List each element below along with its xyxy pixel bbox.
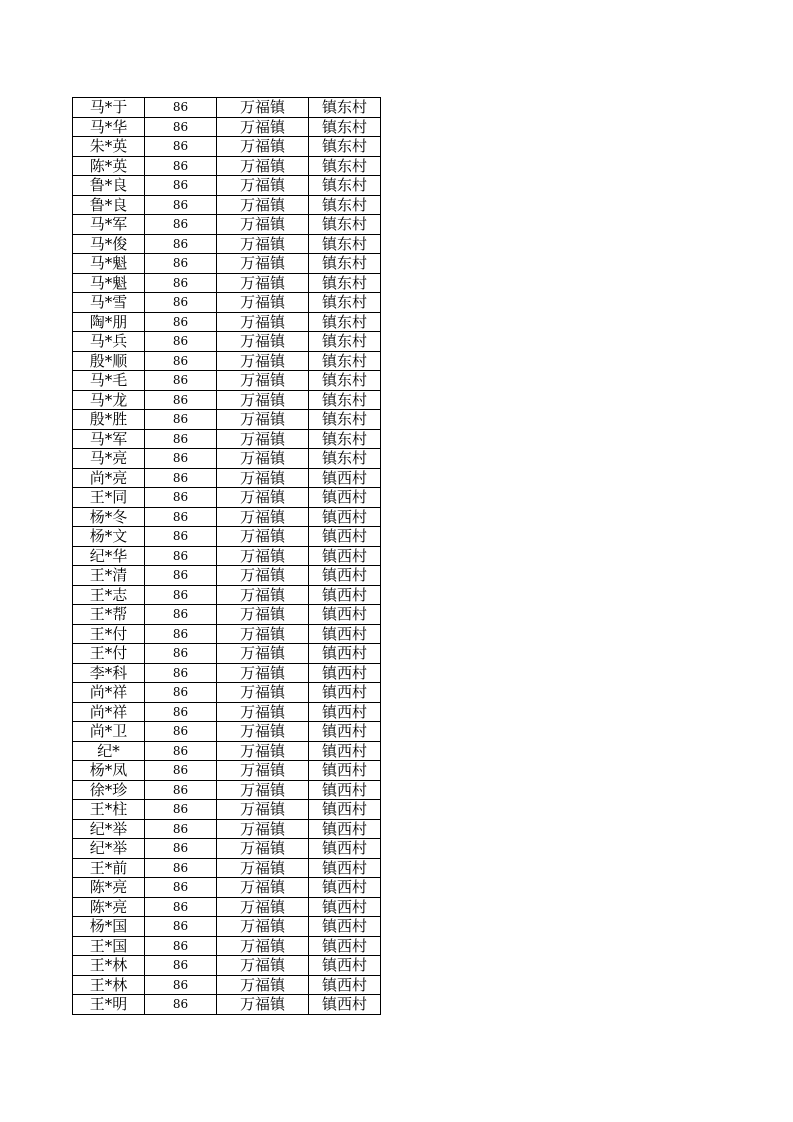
village-cell: 镇西村 xyxy=(309,722,381,742)
number-cell: 86 xyxy=(145,546,217,566)
village-cell: 镇西村 xyxy=(309,488,381,508)
town-cell: 万福镇 xyxy=(217,663,309,683)
name-cell: 李*科 xyxy=(73,663,145,683)
number-cell: 86 xyxy=(145,956,217,976)
name-cell: 王*国 xyxy=(73,936,145,956)
name-cell: 王*清 xyxy=(73,566,145,586)
town-cell: 万福镇 xyxy=(217,195,309,215)
table-row xyxy=(73,332,381,352)
number-cell: 86 xyxy=(145,429,217,449)
village-cell: 镇东村 xyxy=(309,195,381,215)
number-cell: 86 xyxy=(145,332,217,352)
town-cell: 万福镇 xyxy=(217,351,309,371)
name-cell: 陈*亮 xyxy=(73,878,145,898)
town-cell: 万福镇 xyxy=(217,780,309,800)
name-cell: 马*魁 xyxy=(73,254,145,274)
town-cell: 万福镇 xyxy=(217,761,309,781)
table-row xyxy=(73,917,381,937)
table-row xyxy=(73,819,381,839)
name-cell: 尚*祥 xyxy=(73,683,145,703)
name-cell: 鲁*良 xyxy=(73,176,145,196)
name-cell: 马*于 xyxy=(73,98,145,118)
table-row xyxy=(73,741,381,761)
name-cell: 马*华 xyxy=(73,117,145,137)
table-row xyxy=(73,722,381,742)
number-cell: 86 xyxy=(145,488,217,508)
village-cell: 镇西村 xyxy=(309,605,381,625)
number-cell: 86 xyxy=(145,137,217,157)
town-cell: 万福镇 xyxy=(217,98,309,118)
village-cell: 镇东村 xyxy=(309,371,381,391)
table-row xyxy=(73,566,381,586)
table-row xyxy=(73,176,381,196)
table-row xyxy=(73,429,381,449)
village-cell: 镇西村 xyxy=(309,975,381,995)
name-cell: 马*军 xyxy=(73,429,145,449)
village-cell: 镇西村 xyxy=(309,761,381,781)
number-cell: 86 xyxy=(145,644,217,664)
town-cell: 万福镇 xyxy=(217,332,309,352)
number-cell: 86 xyxy=(145,975,217,995)
town-cell: 万福镇 xyxy=(217,137,309,157)
number-cell: 86 xyxy=(145,390,217,410)
number-cell: 86 xyxy=(145,897,217,917)
town-cell: 万福镇 xyxy=(217,624,309,644)
town-cell: 万福镇 xyxy=(217,644,309,664)
table-row xyxy=(73,468,381,488)
town-cell: 万福镇 xyxy=(217,585,309,605)
village-cell: 镇西村 xyxy=(309,995,381,1015)
village-cell: 镇西村 xyxy=(309,819,381,839)
number-cell: 86 xyxy=(145,507,217,527)
town-cell: 万福镇 xyxy=(217,468,309,488)
town-cell: 万福镇 xyxy=(217,741,309,761)
town-cell: 万福镇 xyxy=(217,819,309,839)
name-cell: 鲁*良 xyxy=(73,195,145,215)
name-cell: 陈*英 xyxy=(73,156,145,176)
table-row xyxy=(73,975,381,995)
town-cell: 万福镇 xyxy=(217,254,309,274)
village-cell: 镇西村 xyxy=(309,839,381,859)
name-cell: 马*毛 xyxy=(73,371,145,391)
town-cell: 万福镇 xyxy=(217,702,309,722)
table-row xyxy=(73,839,381,859)
table-row xyxy=(73,98,381,118)
village-cell: 镇东村 xyxy=(309,390,381,410)
name-cell: 尚*卫 xyxy=(73,722,145,742)
number-cell: 86 xyxy=(145,936,217,956)
town-cell: 万福镇 xyxy=(217,605,309,625)
table-row xyxy=(73,527,381,547)
table-row xyxy=(73,117,381,137)
village-cell: 镇西村 xyxy=(309,683,381,703)
number-cell: 86 xyxy=(145,663,217,683)
name-cell: 陈*亮 xyxy=(73,897,145,917)
number-cell: 86 xyxy=(145,195,217,215)
name-cell: 陶*朋 xyxy=(73,312,145,332)
number-cell: 86 xyxy=(145,234,217,254)
town-cell: 万福镇 xyxy=(217,722,309,742)
village-cell: 镇东村 xyxy=(309,410,381,430)
table-row xyxy=(73,195,381,215)
village-cell: 镇西村 xyxy=(309,917,381,937)
town-cell: 万福镇 xyxy=(217,683,309,703)
number-cell: 86 xyxy=(145,917,217,937)
number-cell: 86 xyxy=(145,527,217,547)
table-row xyxy=(73,449,381,469)
table-row xyxy=(73,351,381,371)
village-cell: 镇西村 xyxy=(309,956,381,976)
number-cell: 86 xyxy=(145,156,217,176)
number-cell: 86 xyxy=(145,410,217,430)
number-cell: 86 xyxy=(145,273,217,293)
name-cell: 王*林 xyxy=(73,975,145,995)
town-cell: 万福镇 xyxy=(217,390,309,410)
town-cell: 万福镇 xyxy=(217,897,309,917)
village-cell: 镇西村 xyxy=(309,527,381,547)
village-cell: 镇东村 xyxy=(309,234,381,254)
name-cell: 王*明 xyxy=(73,995,145,1015)
name-cell: 王*前 xyxy=(73,858,145,878)
village-cell: 镇西村 xyxy=(309,546,381,566)
table-row xyxy=(73,410,381,430)
town-cell: 万福镇 xyxy=(217,858,309,878)
number-cell: 86 xyxy=(145,371,217,391)
table-row xyxy=(73,156,381,176)
name-cell: 徐*珍 xyxy=(73,780,145,800)
number-cell: 86 xyxy=(145,858,217,878)
village-cell: 镇东村 xyxy=(309,117,381,137)
name-cell: 王*同 xyxy=(73,488,145,508)
town-cell: 万福镇 xyxy=(217,956,309,976)
village-cell: 镇西村 xyxy=(309,624,381,644)
table-row xyxy=(73,858,381,878)
village-cell: 镇东村 xyxy=(309,98,381,118)
village-cell: 镇东村 xyxy=(309,312,381,332)
town-cell: 万福镇 xyxy=(217,507,309,527)
village-cell: 镇西村 xyxy=(309,741,381,761)
name-cell: 王*志 xyxy=(73,585,145,605)
table-row xyxy=(73,761,381,781)
number-cell: 86 xyxy=(145,585,217,605)
number-cell: 86 xyxy=(145,995,217,1015)
table-row xyxy=(73,936,381,956)
town-cell: 万福镇 xyxy=(217,293,309,313)
number-cell: 86 xyxy=(145,878,217,898)
number-cell: 86 xyxy=(145,839,217,859)
name-cell: 纪*举 xyxy=(73,839,145,859)
number-cell: 86 xyxy=(145,819,217,839)
name-cell: 马*兵 xyxy=(73,332,145,352)
name-cell: 纪* xyxy=(73,741,145,761)
town-cell: 万福镇 xyxy=(217,995,309,1015)
village-cell: 镇西村 xyxy=(309,507,381,527)
number-cell: 86 xyxy=(145,683,217,703)
table-row xyxy=(73,371,381,391)
town-cell: 万福镇 xyxy=(217,839,309,859)
number-cell: 86 xyxy=(145,176,217,196)
data-table xyxy=(72,97,381,1015)
town-cell: 万福镇 xyxy=(217,527,309,547)
table-row xyxy=(73,702,381,722)
number-cell: 86 xyxy=(145,624,217,644)
table-row xyxy=(73,663,381,683)
table-body xyxy=(73,98,381,1015)
village-cell: 镇东村 xyxy=(309,176,381,196)
table-row xyxy=(73,137,381,157)
number-cell: 86 xyxy=(145,449,217,469)
village-cell: 镇东村 xyxy=(309,137,381,157)
name-cell: 马*龙 xyxy=(73,390,145,410)
table-row xyxy=(73,644,381,664)
table-row xyxy=(73,780,381,800)
town-cell: 万福镇 xyxy=(217,917,309,937)
town-cell: 万福镇 xyxy=(217,312,309,332)
town-cell: 万福镇 xyxy=(217,975,309,995)
table-row xyxy=(73,878,381,898)
table-row xyxy=(73,488,381,508)
name-cell: 王*付 xyxy=(73,644,145,664)
name-cell: 纪*华 xyxy=(73,546,145,566)
village-cell: 镇东村 xyxy=(309,449,381,469)
town-cell: 万福镇 xyxy=(217,410,309,430)
name-cell: 尚*祥 xyxy=(73,702,145,722)
number-cell: 86 xyxy=(145,117,217,137)
village-cell: 镇西村 xyxy=(309,468,381,488)
table-row xyxy=(73,273,381,293)
village-cell: 镇西村 xyxy=(309,897,381,917)
number-cell: 86 xyxy=(145,722,217,742)
name-cell: 尚*亮 xyxy=(73,468,145,488)
name-cell: 马*雪 xyxy=(73,293,145,313)
number-cell: 86 xyxy=(145,780,217,800)
number-cell: 86 xyxy=(145,800,217,820)
village-cell: 镇东村 xyxy=(309,429,381,449)
town-cell: 万福镇 xyxy=(217,566,309,586)
table-row xyxy=(73,293,381,313)
name-cell: 马*亮 xyxy=(73,449,145,469)
town-cell: 万福镇 xyxy=(217,273,309,293)
village-cell: 镇东村 xyxy=(309,215,381,235)
village-cell: 镇东村 xyxy=(309,351,381,371)
name-cell: 王*付 xyxy=(73,624,145,644)
village-cell: 镇西村 xyxy=(309,663,381,683)
town-cell: 万福镇 xyxy=(217,878,309,898)
name-cell: 王*柱 xyxy=(73,800,145,820)
village-cell: 镇东村 xyxy=(309,254,381,274)
name-cell: 殷*胜 xyxy=(73,410,145,430)
table-row xyxy=(73,605,381,625)
number-cell: 86 xyxy=(145,761,217,781)
name-cell: 马*魁 xyxy=(73,273,145,293)
name-cell: 杨*凤 xyxy=(73,761,145,781)
table-row xyxy=(73,624,381,644)
table-row xyxy=(73,683,381,703)
table-row xyxy=(73,234,381,254)
town-cell: 万福镇 xyxy=(217,546,309,566)
number-cell: 86 xyxy=(145,702,217,722)
table-row xyxy=(73,215,381,235)
table-row xyxy=(73,546,381,566)
table-row xyxy=(73,800,381,820)
town-cell: 万福镇 xyxy=(217,800,309,820)
village-cell: 镇东村 xyxy=(309,156,381,176)
village-cell: 镇西村 xyxy=(309,566,381,586)
table-row xyxy=(73,507,381,527)
name-cell: 马*军 xyxy=(73,215,145,235)
table-row xyxy=(73,897,381,917)
village-cell: 镇西村 xyxy=(309,702,381,722)
table-row xyxy=(73,956,381,976)
village-cell: 镇西村 xyxy=(309,878,381,898)
town-cell: 万福镇 xyxy=(217,429,309,449)
number-cell: 86 xyxy=(145,741,217,761)
town-cell: 万福镇 xyxy=(217,117,309,137)
number-cell: 86 xyxy=(145,605,217,625)
town-cell: 万福镇 xyxy=(217,449,309,469)
town-cell: 万福镇 xyxy=(217,176,309,196)
village-cell: 镇西村 xyxy=(309,644,381,664)
table-row xyxy=(73,312,381,332)
town-cell: 万福镇 xyxy=(217,234,309,254)
village-cell: 镇西村 xyxy=(309,858,381,878)
name-cell: 马*俊 xyxy=(73,234,145,254)
name-cell: 王*帮 xyxy=(73,605,145,625)
name-cell: 纪*举 xyxy=(73,819,145,839)
number-cell: 86 xyxy=(145,98,217,118)
name-cell: 王*林 xyxy=(73,956,145,976)
name-cell: 杨*国 xyxy=(73,917,145,937)
table-row xyxy=(73,995,381,1015)
number-cell: 86 xyxy=(145,254,217,274)
number-cell: 86 xyxy=(145,351,217,371)
name-cell: 朱*英 xyxy=(73,137,145,157)
name-cell: 殷*顺 xyxy=(73,351,145,371)
village-cell: 镇东村 xyxy=(309,273,381,293)
village-cell: 镇西村 xyxy=(309,800,381,820)
town-cell: 万福镇 xyxy=(217,215,309,235)
village-cell: 镇西村 xyxy=(309,585,381,605)
town-cell: 万福镇 xyxy=(217,936,309,956)
village-cell: 镇东村 xyxy=(309,332,381,352)
name-cell: 杨*冬 xyxy=(73,507,145,527)
number-cell: 86 xyxy=(145,468,217,488)
table-row xyxy=(73,390,381,410)
number-cell: 86 xyxy=(145,293,217,313)
number-cell: 86 xyxy=(145,215,217,235)
town-cell: 万福镇 xyxy=(217,156,309,176)
town-cell: 万福镇 xyxy=(217,371,309,391)
town-cell: 万福镇 xyxy=(217,488,309,508)
table-row xyxy=(73,585,381,605)
number-cell: 86 xyxy=(145,312,217,332)
name-cell: 杨*文 xyxy=(73,527,145,547)
number-cell: 86 xyxy=(145,566,217,586)
table-row xyxy=(73,254,381,274)
village-cell: 镇西村 xyxy=(309,780,381,800)
village-cell: 镇西村 xyxy=(309,936,381,956)
village-cell: 镇东村 xyxy=(309,293,381,313)
